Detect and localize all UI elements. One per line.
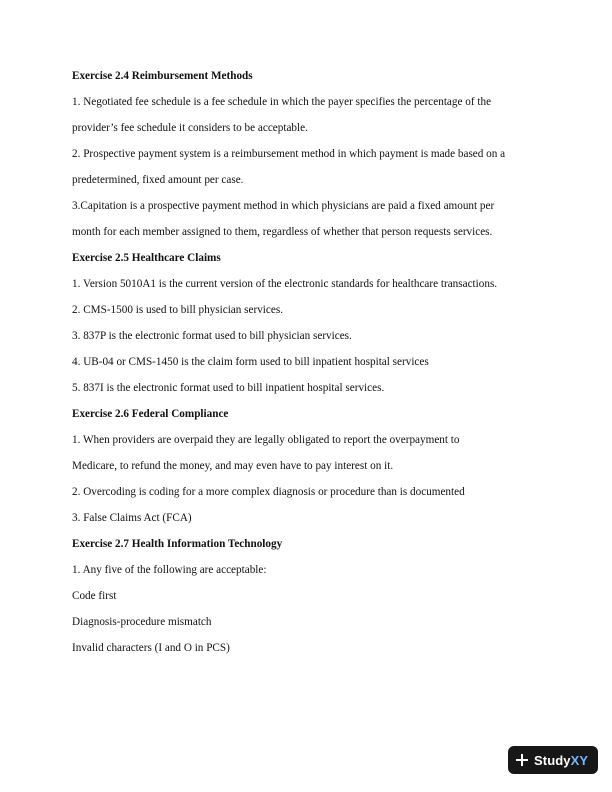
text-line: 3. 837P is the electronic format used to bill physician services.: [72, 330, 352, 342]
text-line: 5. 837I is the electronic format used to bill inpatient hospital services.: [72, 382, 385, 394]
text-line: 1. Version 5010A1 is the current version of the electronic standards for healthcare transactions.: [72, 278, 498, 290]
text-line: provider’s fee schedule it considers to be acceptable.: [72, 122, 308, 134]
section-heading: Exercise 2.7 Health Information Technology: [72, 538, 283, 550]
text-line: 3.Capitation is a prospective payment method in which physicians are paid a fixed amount per: [72, 200, 495, 212]
text-line: 1. When providers are overpaid they are legally obligated to report the overpayment to: [72, 434, 460, 446]
text-line: month for each member assigned to them, regardless of whether that person requests services.: [72, 226, 493, 238]
brand-name: [534, 753, 588, 768]
brand-name-accent: XY: [570, 752, 589, 768]
text-line: 4. UB-04 or CMS-1450 is the claim form used to bill inpatient hospital services: [72, 356, 429, 368]
section-health-information-technology: [72, 538, 552, 655]
text-line: Medicare, to refund the money, and may even have to pay interest on it.: [72, 460, 394, 472]
text-line: 2. Overcoding is coding for a more complex diagnosis or procedure than is documented: [72, 486, 465, 498]
document-page: [72, 70, 552, 668]
text-line: Code first: [72, 590, 117, 602]
text-line: 1. Any five of the following are acceptable:: [72, 564, 267, 576]
brand-name-main: Study: [534, 752, 571, 768]
section-reimbursement-methods: [72, 70, 552, 239]
section-heading: Exercise 2.6 Federal Compliance: [72, 408, 229, 420]
text-line: predetermined, fixed amount per case.: [72, 174, 244, 186]
text-line: 2. Prospective payment system is a reimbursement method in which payment is made based on a: [72, 148, 506, 160]
section-federal-compliance: [72, 408, 552, 525]
plus-icon: [516, 754, 528, 766]
text-line: 3. False Claims Act (FCA): [72, 512, 192, 524]
text-line: Invalid characters (I and O in PCS): [72, 642, 230, 654]
text-line: 2. CMS-1500 is used to bill physician services.: [72, 304, 283, 316]
studyxy-badge[interactable]: [508, 746, 598, 774]
section-heading: Exercise 2.4 Reimbursement Methods: [72, 70, 253, 82]
section-healthcare-claims: [72, 252, 552, 395]
text-line: 1. Negotiated fee schedule is a fee schedule in which the payer specifies the percentage of the: [72, 96, 492, 108]
text-line: Diagnosis-procedure mismatch: [72, 616, 212, 628]
section-heading: Exercise 2.5 Healthcare Claims: [72, 252, 221, 264]
